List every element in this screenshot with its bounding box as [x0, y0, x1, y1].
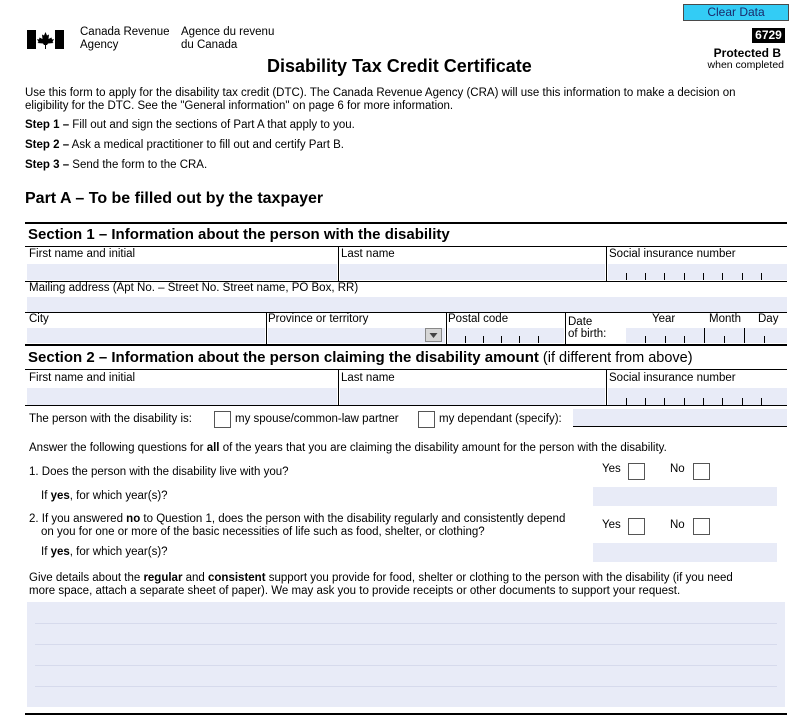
- divider: [338, 370, 339, 406]
- q2-years-label: If yes, for which year(s)?: [41, 546, 168, 558]
- s1-date-of-birth-field[interactable]: [626, 328, 787, 343]
- s1-sin-field[interactable]: [608, 264, 787, 280]
- divider: [606, 370, 607, 406]
- bottom-divider: [25, 713, 787, 715]
- question-1: 1. Does the person with the disability live with you?: [29, 466, 289, 478]
- q1-yes-checkbox[interactable]: [628, 463, 645, 480]
- s1-sin-label: Social insurance number: [609, 248, 736, 260]
- s1-last-name-field[interactable]: [340, 264, 605, 280]
- details-line-1: Give details about the regular and consistent support you provide for food, shelter or clothing to the person with the disability (if you need: [29, 572, 733, 584]
- s1-postal-label: Postal code: [448, 313, 509, 325]
- intro-line-1: Use this form to apply for the disability tax credit (DTC). The Canada Revenue Agency (CRA) will use this information to make a decision on: [25, 87, 736, 99]
- step-1: Step 1 – Fill out and sign the sections of Part A that apply to you.: [25, 119, 355, 131]
- s1-mailing-label: Mailing address (Apt No. – Street No. Street name, PO Box, RR): [29, 282, 359, 294]
- dependant-checkbox[interactable]: [418, 411, 435, 428]
- q2-no-checkbox[interactable]: [693, 518, 710, 535]
- clear-data-button[interactable]: [683, 4, 789, 21]
- q1-no-checkbox[interactable]: [693, 463, 710, 480]
- s1-of-birth-label: of birth:: [568, 328, 607, 340]
- q2-years-field[interactable]: [593, 543, 777, 562]
- step-3: Step 3 – Send the form to the CRA.: [25, 159, 208, 171]
- divider: [25, 405, 787, 406]
- question-2-line-2: on you for one or more of the basic necessities of life such as food, shelter, or clothing?: [41, 526, 485, 538]
- q2-yes-label: Yes: [602, 519, 621, 531]
- page-title: Disability Tax Credit Certificate: [267, 56, 532, 76]
- s2-last-name-label: Last name: [341, 372, 395, 384]
- section-1-divider: [25, 222, 787, 224]
- s1-city-field[interactable]: [27, 328, 265, 343]
- clear-data-label: Clear Data: [707, 5, 765, 19]
- s2-sin-label: Social insurance number: [609, 372, 736, 384]
- canada-flag-icon: [27, 30, 64, 49]
- s1-year-label: Year: [652, 313, 676, 325]
- s2-last-name-field[interactable]: [340, 388, 605, 405]
- s1-month-label: Month: [709, 313, 741, 325]
- protected-label: Protected B: [713, 46, 781, 60]
- q1-yes-label: Yes: [602, 463, 621, 475]
- support-details-textarea[interactable]: [27, 602, 785, 707]
- s1-day-label: Day: [758, 313, 779, 325]
- province-dropdown-icon[interactable]: [425, 328, 442, 342]
- relation-label: The person with the disability is:: [29, 413, 192, 425]
- divider: [25, 246, 787, 247]
- divider: [266, 312, 267, 344]
- spouse-checkbox[interactable]: [214, 411, 231, 428]
- s2-first-name-label: First name and initial: [29, 372, 136, 384]
- step-2: Step 2 – Ask a medical practitioner to fill out and certify Part B.: [25, 139, 344, 151]
- form-number-badge: 6729: [752, 28, 785, 43]
- spouse-label: my spouse/common-law partner: [235, 413, 399, 425]
- s1-last-name-label: Last name: [341, 248, 395, 260]
- s1-province-label: Province or territory: [268, 313, 369, 325]
- divider: [606, 247, 607, 281]
- section-2-divider: [25, 344, 787, 346]
- s1-date-label: Date: [568, 316, 593, 328]
- q2-yes-checkbox[interactable]: [628, 518, 645, 535]
- divider: [565, 312, 566, 344]
- section-2-title: Section 2 – Information about the person claiming the disability amount (if different from above): [28, 349, 693, 366]
- s1-province-select[interactable]: [268, 328, 445, 343]
- details-line-2: more space, attach a separate sheet of paper). We may ask you to provide receipts or other documents to support your request.: [29, 585, 681, 597]
- q1-years-label: If yes, for which year(s)?: [41, 490, 168, 502]
- s1-first-name-label: First name and initial: [29, 248, 136, 260]
- divider: [446, 312, 447, 344]
- q1-no-label: No: [670, 463, 685, 475]
- s1-mailing-field[interactable]: [27, 297, 787, 312]
- s1-postal-field[interactable]: [448, 328, 564, 343]
- s1-city-label: City: [29, 313, 49, 325]
- part-a-heading: Part A – To be filled out by the taxpayer: [25, 190, 324, 207]
- s2-first-name-field[interactable]: [27, 388, 337, 405]
- agency-name-fr: Agence du revenu du Canada: [181, 26, 275, 51]
- answer-instruction: Answer the following questions for all of the years that you are claiming the disability amount for the person with the disability.: [29, 442, 667, 454]
- section-1-title: Section 1 – Information about the person with the disability: [28, 226, 450, 243]
- q2-no-label: No: [670, 519, 685, 531]
- dependant-specify-field[interactable]: [573, 409, 787, 427]
- when-completed-label: when completed: [707, 59, 784, 71]
- agency-name-en: Canada Revenue Agency: [80, 26, 170, 51]
- divider: [338, 247, 339, 281]
- dependant-label: my dependant (specify):: [439, 413, 562, 425]
- intro-line-2: eligibility for the DTC. See the "General information" on page 6 for more information.: [25, 100, 454, 112]
- question-2-line-1: 2. If you answered no to Question 1, does the person with the disability regularly and consistently depend: [29, 513, 566, 525]
- divider: [25, 369, 787, 370]
- s2-sin-field[interactable]: [608, 388, 787, 405]
- s1-first-name-field[interactable]: [27, 264, 337, 280]
- q1-years-field[interactable]: [593, 487, 777, 506]
